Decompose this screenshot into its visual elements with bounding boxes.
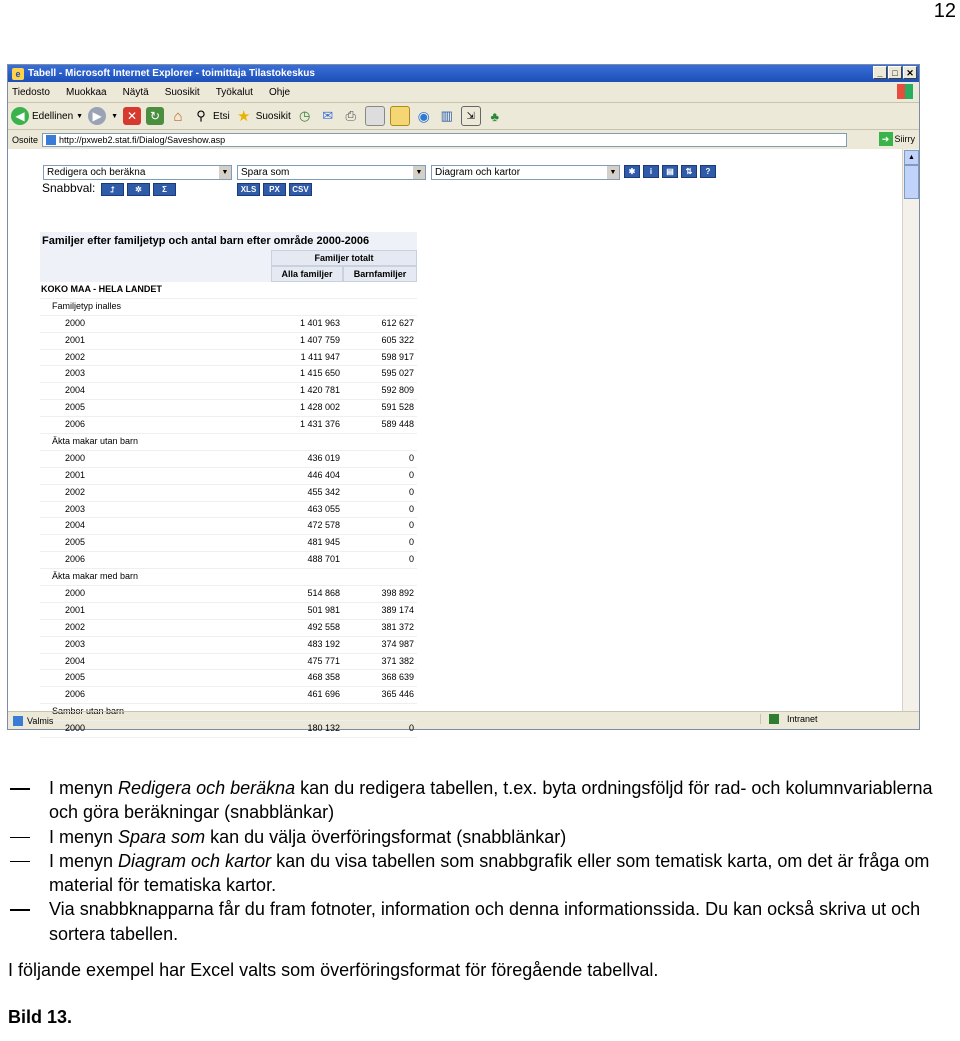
print-icon[interactable]: ⎙	[345, 108, 356, 123]
table-row	[40, 417, 417, 434]
alla-familjer-cell: 1 431 376	[299, 419, 340, 430]
barnfamiljer-cell: 0	[408, 486, 414, 497]
bullet-emphasis: Spara som	[118, 826, 206, 847]
table-row	[40, 333, 417, 350]
discuss-icon[interactable]: ⇲	[461, 106, 481, 126]
forward-arrow-icon[interactable]: ▶	[88, 107, 106, 125]
chevron-down-icon: ▼	[607, 166, 619, 179]
year-cell: 2002	[65, 351, 86, 362]
xls-button[interactable]: XLS	[237, 183, 260, 196]
scroll-up-icon[interactable]: ▲	[904, 150, 919, 165]
barnfamiljer-cell: 381 372	[381, 621, 414, 632]
bullet-text: I menyn	[49, 850, 119, 871]
rotate-button[interactable]	[127, 183, 150, 196]
favorites-button[interactable]	[235, 107, 291, 125]
barnfamiljer-cell: 0	[408, 537, 414, 548]
alla-familjer-cell: 1 415 650	[299, 368, 340, 379]
alla-familjer-cell: 461 696	[307, 689, 340, 700]
group-row	[40, 299, 417, 316]
spara-menu-select[interactable]	[237, 165, 426, 180]
intranet-icon	[769, 714, 779, 724]
contacts-icon[interactable]: ♣	[490, 108, 499, 124]
year-cell: 2003	[65, 638, 86, 649]
sum-icon: Σ	[162, 185, 167, 194]
window-title: Tabell - Microsoft Internet Explorer - toimittaja Tilastokeskus	[28, 68, 315, 79]
barnfamiljer-cell: 368 639	[381, 672, 414, 683]
barnfamiljer-cell: 371 382	[381, 655, 414, 666]
group-label: Sambor utan barn	[52, 706, 125, 717]
csv-button[interactable]: CSV	[289, 183, 312, 196]
chevron-down-icon: ▼	[413, 166, 425, 179]
year-cell: 2004	[65, 520, 86, 531]
menu-bar	[8, 82, 919, 103]
alla-familjer-cell: 492 558	[307, 621, 340, 632]
alla-familjer-cell: 481 945	[307, 537, 340, 548]
question-icon: ?	[705, 167, 711, 176]
col-header-barn: Barnfamiljer	[343, 266, 417, 282]
barnfamiljer-cell: 365 446	[381, 689, 414, 700]
barnfamiljer-cell: 595 027	[381, 368, 414, 379]
year-cell: 2004	[65, 385, 86, 396]
browser-window	[7, 64, 920, 734]
alla-familjer-cell: 463 055	[307, 503, 340, 514]
history-icon[interactable]: ◷	[299, 108, 311, 123]
minimize-icon[interactable]: _	[873, 66, 887, 79]
table-row	[40, 687, 417, 704]
stop-icon[interactable]: ✕	[123, 107, 141, 125]
pivot-icon: ⮥	[110, 184, 115, 194]
table-row	[40, 620, 417, 637]
home-icon[interactable]: ⌂	[173, 107, 183, 125]
close-icon[interactable]: ✕	[903, 66, 917, 79]
year-cell: 2005	[65, 537, 86, 548]
year-cell: 2003	[65, 503, 86, 514]
year-cell: 2006	[65, 419, 86, 430]
edit-icon[interactable]	[365, 106, 385, 126]
messenger-icon[interactable]: ◉	[417, 107, 430, 124]
information-button[interactable]	[643, 165, 659, 178]
window-controls	[873, 66, 917, 79]
document-text	[8, 776, 956, 1030]
year-cell: 2000	[65, 317, 86, 328]
zone-text: Intranet	[787, 714, 818, 724]
barnfamiljer-cell: 0	[408, 503, 414, 514]
alla-familjer-cell: 1 428 002	[299, 402, 340, 413]
year-cell: 2005	[65, 402, 86, 413]
mail-icon[interactable]: ✉	[322, 108, 334, 123]
table-header	[40, 250, 417, 282]
barnfamiljer-cell: 0	[408, 469, 414, 480]
chevron-down-icon: ▼	[219, 166, 231, 179]
year-cell: 2001	[65, 604, 86, 615]
address-label: Osoite	[12, 135, 39, 145]
menu-view[interactable]: Näytä	[122, 86, 149, 98]
vertical-scrollbar[interactable]	[902, 149, 919, 711]
maximize-icon[interactable]: □	[888, 66, 902, 79]
table-body	[40, 282, 417, 738]
barnfamiljer-cell: 0	[408, 554, 414, 565]
year-cell: 2001	[65, 334, 86, 345]
barnfamiljer-cell: 389 174	[381, 604, 414, 615]
alla-familjer-cell: 1 401 963	[299, 317, 340, 328]
alla-familjer-cell: 180 132	[307, 723, 340, 734]
barnfamiljer-cell: 612 627	[381, 317, 414, 328]
alla-familjer-cell: 1 420 781	[299, 385, 340, 396]
pivot-button[interactable]	[101, 183, 124, 196]
bullet-diagram	[8, 849, 956, 898]
year-cell: 2001	[65, 469, 86, 480]
menu-help[interactable]: Ohje	[268, 86, 291, 98]
address-input[interactable]	[42, 133, 847, 147]
group-header: Familjer totalt	[271, 250, 417, 266]
table-row	[40, 603, 417, 620]
figure-caption: Bild 13.	[8, 1007, 73, 1028]
table-row	[40, 400, 417, 417]
chevron-down-icon[interactable]: ▼	[111, 112, 119, 120]
year-cell: 2002	[65, 621, 86, 632]
table-row	[40, 350, 417, 367]
data-table	[40, 232, 417, 738]
menu-favorites[interactable]: Suosikit	[164, 86, 200, 98]
address-value: http://pxweb2.stat.fi/Dialog/Saveshow.asp	[59, 135, 226, 145]
alla-familjer-cell: 514 868	[307, 588, 340, 599]
folder-icon[interactable]	[390, 106, 410, 126]
bullet-text: I menyn	[49, 778, 119, 798]
alla-familjer-cell: 1 411 947	[300, 351, 340, 362]
search-label: Etsi	[213, 110, 230, 122]
year-cell: 2000	[65, 723, 86, 734]
sum-button[interactable]	[153, 183, 176, 196]
example-paragraph: I följande exempel har Excel valts som överföringsformat för föregående tabellval.	[8, 960, 659, 981]
menu-file[interactable]: Tiedosto	[12, 86, 50, 98]
help-button[interactable]	[700, 165, 716, 178]
table-row	[40, 518, 417, 535]
bullet-emphasis: Diagram och kartor	[118, 850, 272, 871]
barnfamiljer-cell: 592 809	[381, 385, 414, 396]
table-row	[40, 535, 417, 552]
table-row	[40, 670, 417, 687]
alla-familjer-cell: 472 578	[307, 520, 340, 531]
year-cell: 2005	[65, 672, 86, 683]
barnfamiljer-cell: 589 448	[381, 419, 414, 430]
star-icon: ★	[236, 108, 251, 125]
scroll-thumb[interactable]	[904, 165, 919, 199]
table-row	[40, 468, 417, 485]
px-button[interactable]: PX	[263, 183, 286, 196]
alla-familjer-cell: 468 358	[307, 672, 340, 683]
info-icon: i	[649, 167, 653, 176]
group-row	[40, 569, 417, 586]
go-label: Siirry	[894, 134, 915, 144]
printer-icon: ▤	[666, 167, 674, 176]
alla-familjer-cell: 483 192	[307, 638, 340, 649]
sort-icon: ⇅	[685, 167, 693, 176]
asterisk-icon: ✱	[628, 167, 636, 176]
barnfamiljer-cell: 374 987	[381, 638, 414, 649]
group-label: Familjetyp inalles	[52, 300, 122, 311]
alla-familjer-cell: 436 019	[307, 452, 340, 463]
diagram-menu-select[interactable]	[431, 165, 620, 180]
status-text: Valmis	[27, 715, 54, 726]
table-row	[40, 383, 417, 400]
windows-logo-icon	[897, 84, 913, 99]
go-arrow-icon: ➜	[879, 132, 893, 146]
zone-indicator	[760, 714, 915, 724]
search-button[interactable]	[192, 107, 230, 125]
group-label: Äkta makar med barn	[52, 571, 139, 582]
year-cell: 2006	[65, 689, 86, 700]
page-icon	[46, 135, 56, 145]
redigera-menu-select[interactable]	[43, 165, 232, 180]
refresh-icon[interactable]: ↻	[146, 107, 164, 125]
barnfamiljer-cell: 0	[408, 452, 414, 463]
sort-button[interactable]	[681, 165, 697, 178]
table-row	[40, 552, 417, 569]
barnfamiljer-cell: 598 917	[381, 351, 414, 362]
group-label: Äkta makar utan barn	[52, 436, 139, 447]
rotate-icon: ✲	[135, 185, 142, 194]
research-icon[interactable]: ▥	[440, 108, 453, 123]
bullet-text: kan du välja överföringsformat (snabblänkar)	[205, 826, 567, 847]
diagram-menu-value: Diagram och kartor	[435, 167, 521, 178]
title-bar	[8, 65, 919, 82]
year-cell: 2003	[65, 368, 86, 379]
bullet-snabbknappar: Via snabbknapparna får du fram fotnoter, information och denna informationssida. Du kan också skriva ut och sortera tabellen.	[8, 897, 956, 946]
table-row	[40, 654, 417, 671]
bullet-spara	[8, 825, 956, 849]
bullet-text: kan du redigera tabellen, t.ex. byta ordningsföljd för rad- och kolumnvariablerna och göra beräkningar (snabblänkar)	[49, 778, 933, 823]
print-button[interactable]	[662, 165, 678, 178]
back-button[interactable]	[11, 107, 83, 125]
menu-tools[interactable]: Työkalut	[215, 86, 253, 98]
address-bar	[8, 130, 919, 151]
table-row	[40, 586, 417, 603]
year-cell: 2000	[65, 588, 86, 599]
region-row	[40, 282, 417, 299]
table-row	[40, 637, 417, 654]
footnote-button[interactable]	[624, 165, 640, 178]
back-label: Edellinen	[32, 110, 74, 122]
table-title: Familjer efter familjetyp och antal barn efter område 2000-2006	[40, 232, 417, 250]
alla-familjer-cell: 475 771	[307, 655, 340, 666]
barnfamiljer-cell: 605 322	[381, 334, 414, 345]
redigera-menu-value: Redigera och beräkna	[47, 167, 146, 178]
chevron-down-icon: ▼	[76, 112, 84, 120]
page-done-icon	[13, 716, 23, 726]
menu-edit[interactable]: Muokkaa	[65, 86, 107, 98]
year-cell: 2006	[65, 554, 86, 565]
region-label: KOKO MAA - HELA LANDET	[41, 284, 162, 294]
year-cell: 2000	[65, 452, 86, 463]
barnfamiljer-cell: 398 892	[381, 588, 414, 599]
group-row	[40, 434, 417, 451]
barnfamiljer-cell: 0	[408, 520, 414, 531]
alla-familjer-cell: 488 701	[307, 554, 340, 565]
bullet-text: kan du visa tabellen som snabbgrafik eller som tematisk karta, om det är fråga om material för tematiska kartor.	[49, 850, 930, 896]
table-row	[40, 366, 417, 383]
search-icon: ⚲	[196, 108, 206, 123]
toolbar	[8, 103, 919, 130]
bullet-emphasis: Redigera och beräkna	[118, 778, 296, 798]
col-header-alla: Alla familjer	[271, 266, 343, 282]
bullet-redigera	[8, 776, 956, 825]
year-cell: 2002	[65, 486, 86, 497]
alla-familjer-cell: 455 342	[307, 486, 340, 497]
snabbval-label: Snabbval:	[42, 181, 96, 195]
barnfamiljer-cell: 0	[408, 723, 414, 734]
ie-icon: e	[12, 68, 24, 80]
back-arrow-icon: ◀	[11, 107, 29, 125]
year-cell: 2004	[65, 655, 86, 666]
status-bar	[8, 711, 919, 729]
alla-familjer-cell: 1 407 759	[299, 334, 340, 345]
spara-menu-value: Spara som	[241, 167, 290, 178]
alla-familjer-cell: 446 404	[307, 469, 340, 480]
table-row	[40, 316, 417, 333]
table-row	[40, 451, 417, 468]
barnfamiljer-cell: 591 528	[381, 402, 414, 413]
table-row	[40, 485, 417, 502]
bullet-text: I menyn	[49, 826, 119, 847]
favorites-label: Suosikit	[255, 110, 291, 122]
page-number: 12	[933, 0, 956, 22]
table-row	[40, 502, 417, 519]
go-button[interactable]	[879, 132, 916, 146]
alla-familjer-cell: 501 981	[307, 604, 340, 615]
